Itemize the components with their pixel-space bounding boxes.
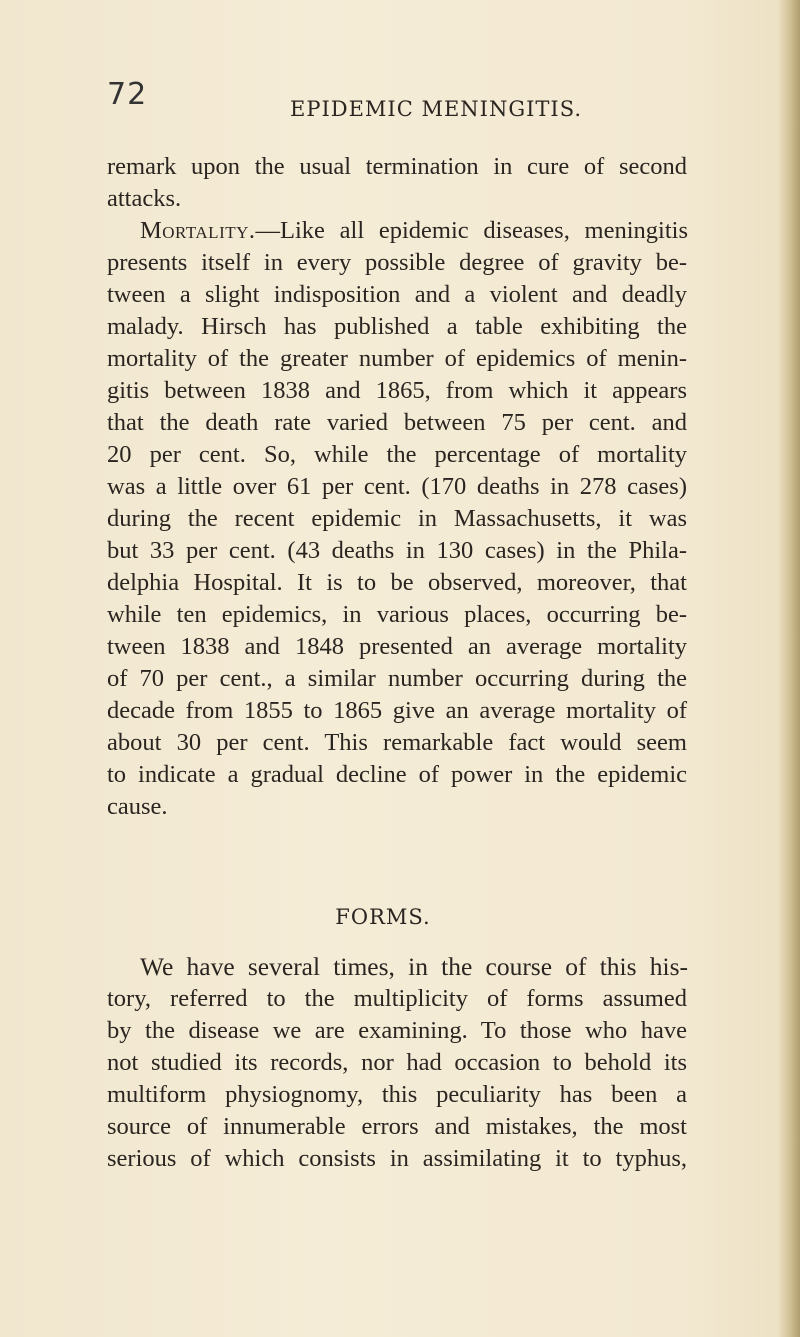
text-line: but 33 per cent. (43 deaths in 130 cases) in the Phila- [107,537,687,564]
text-line: while ten epidemics, in various places, occurring be- [107,601,687,628]
text-line: serious of which consists in assimilating it to typhus, [107,1145,687,1172]
section-heading: FORMS. [335,905,431,929]
page-edge-shadow [778,0,800,1337]
text-line: We have several times, in the course of this his- [140,952,688,981]
text-line: mortality of the greater number of epidemics of menin- [107,345,687,372]
section-lead-mortality: Mortality. [140,217,256,244]
text-line: decade from 1855 to 1865 give an average mortality of [107,697,687,724]
text-line: about 30 per cent. This remarkable fact would seem [107,729,687,756]
text-line: remark upon the usual termination in cure of second [107,153,687,180]
text-line: malady. Hirsch has published a table exhibiting the [107,313,687,340]
lead-line-rest: —Like all epidemic diseases, meningitis [255,217,688,244]
text-line: attacks. [107,185,182,212]
text-line: source of innumerable errors and mistakes, the most [107,1113,687,1140]
text-line: to indicate a gradual decline of power in the epidemic [107,761,687,788]
text-line: gitis between 1838 and 1865, from which it appears [107,377,687,404]
text-line: delphia Hospital. It is to be observed, moreover, that [107,569,687,596]
text-line: by the disease we are examining. To those who have [107,1017,687,1044]
text-line: cause. [107,793,168,820]
text-line: multiform physiognomy, this peculiarity has been a [107,1081,687,1108]
paragraph-lead-line [140,215,688,247]
text-line: of 70 per cent., a similar number occurring during the [107,665,687,692]
text-line: 20 per cent. So, while the percentage of mortality [107,441,687,468]
text-line: during the recent epidemic in Massachusetts, it was [107,505,687,532]
text-line: was a little over 61 per cent. (170 deaths in 278 cases) [107,473,687,500]
text-line: that the death rate varied between 75 per cent. and [107,409,687,436]
page-number: 72 [107,77,148,112]
text-line: tween 1838 and 1848 presented an average mortality [107,633,687,660]
text-line: not studied its records, nor had occasion to behold its [107,1049,687,1076]
running-head: EPIDEMIC MENINGITIS. [290,97,583,121]
text-line: tween a slight indisposition and a violent and deadly [107,281,687,308]
text-line: tory, referred to the multiplicity of forms assumed [107,985,687,1012]
text-line: presents itself in every possible degree of gravity be- [107,249,687,276]
